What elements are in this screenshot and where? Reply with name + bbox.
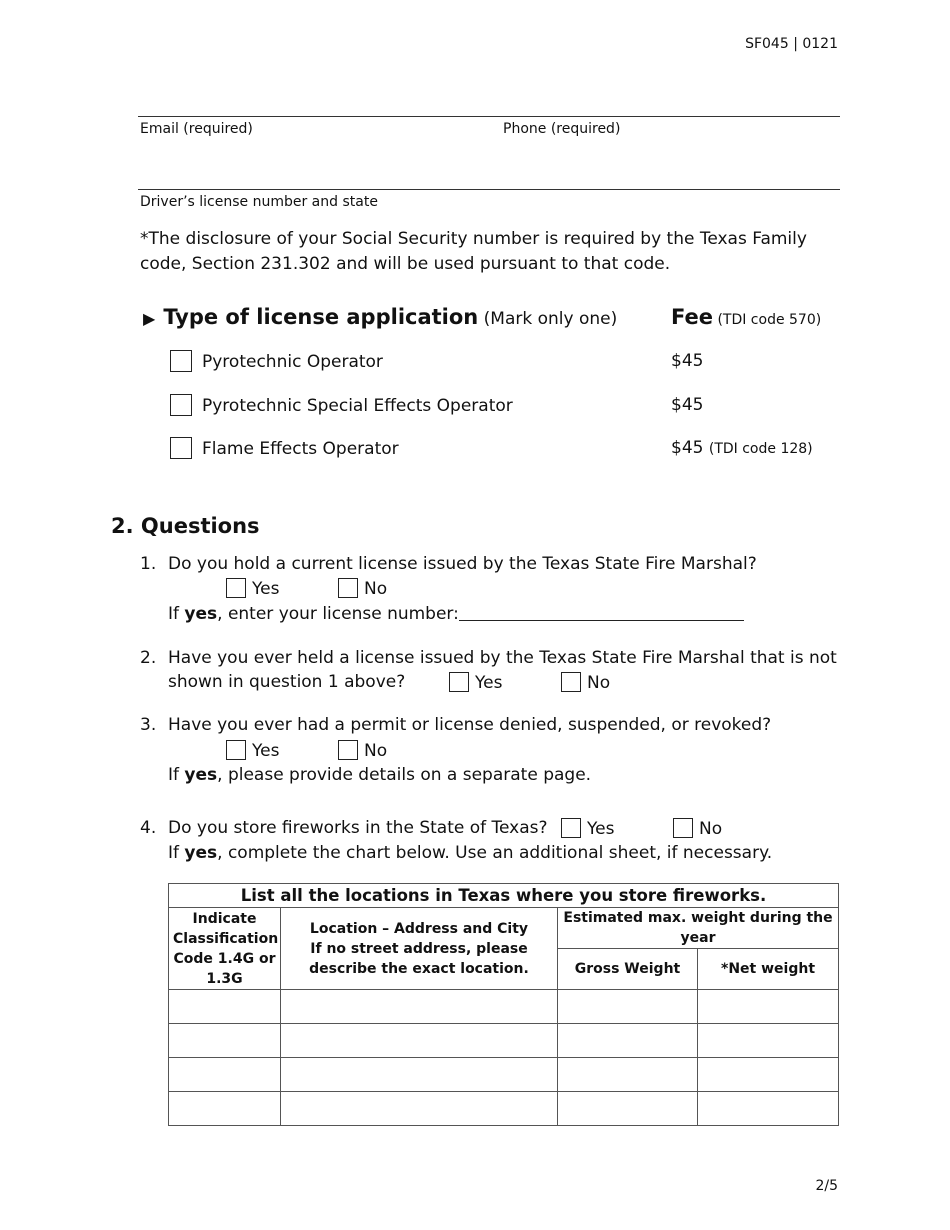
fee-heading [671, 305, 821, 329]
locations-table-title: List all the locations in Texas where you store fireworks. [169, 884, 839, 908]
checkbox[interactable] [170, 394, 192, 416]
option-fee-note: (TDI code 128) [708, 441, 813, 457]
option-label: Pyrotechnic Special Effects Operator [202, 396, 513, 416]
option-pyrotechnic-operator[interactable] [170, 350, 383, 372]
table-cell[interactable] [698, 1092, 839, 1126]
table-cell[interactable] [558, 1092, 698, 1126]
col-net-weight: *Net weight [698, 949, 839, 990]
option-fee: $45 [671, 395, 704, 415]
table-cell[interactable] [281, 990, 558, 1024]
locations-table [168, 883, 839, 1126]
question-number: 2. [140, 648, 157, 668]
ssn-notice: *The disclosure of your Social Security number is required by the Texas Family code, Section 231.302 and will be used pursuant to that code. [140, 229, 807, 274]
question-1-followup: If yes, enter your license number: [168, 604, 744, 624]
license-type-note: (Mark only one) [483, 309, 618, 329]
table-row [169, 1092, 839, 1126]
question-3-followup: If yes, please provide details on a separate page. [168, 765, 592, 785]
license-type-heading [143, 305, 617, 329]
drivers-license-label: Driver’s license number and state [140, 194, 378, 210]
checkbox[interactable] [673, 818, 693, 838]
question-2-no[interactable]: No [561, 672, 610, 693]
table-cell[interactable] [281, 1058, 558, 1092]
question-2-yes[interactable]: Yes [449, 672, 502, 693]
table-cell[interactable] [698, 1024, 839, 1058]
email-phone-rule [138, 116, 840, 117]
table-cell[interactable] [169, 1024, 281, 1058]
table-row [169, 990, 839, 1024]
phone-label: Phone (required) [503, 121, 621, 137]
col-gross-weight: Gross Weight [558, 949, 698, 990]
table-cell[interactable] [698, 1058, 839, 1092]
option-fee: $45 (TDI code 128) [671, 438, 813, 458]
question-4-yes[interactable]: Yes [561, 818, 614, 839]
checkbox[interactable] [561, 672, 581, 692]
question-4-followup: If yes, complete the chart below. Use an additional sheet, if necessary. [168, 843, 773, 863]
table-cell[interactable] [558, 1024, 698, 1058]
fee-title: Fee [671, 305, 713, 329]
fee-note: (TDI code 570) [717, 312, 822, 328]
checkbox[interactable] [170, 437, 192, 459]
drivers-license-rule [138, 189, 840, 190]
table-cell[interactable] [169, 1058, 281, 1092]
option-flame-effects-operator[interactable] [170, 437, 399, 459]
checkbox[interactable] [338, 740, 358, 760]
form-code: SF045 | 0121 [745, 36, 838, 52]
triangle-right-icon: ▶ [143, 309, 156, 328]
question-3-yes[interactable]: Yes [226, 740, 279, 761]
col-classification: Indicate Classification Code 1.4G or 1.3G [169, 908, 281, 990]
table-cell[interactable] [558, 990, 698, 1024]
option-label: Pyrotechnic Operator [202, 352, 383, 372]
checkbox[interactable] [338, 578, 358, 598]
option-pyrotechnic-special-effects[interactable] [170, 394, 513, 416]
table-cell[interactable] [281, 1092, 558, 1126]
question-1-text: Do you hold a current license issued by the Texas State Fire Marshal? [168, 554, 757, 574]
license-type-title: Type of license application [163, 305, 479, 329]
table-row [169, 1058, 839, 1092]
table-cell[interactable] [169, 990, 281, 1024]
checkbox[interactable] [226, 578, 246, 598]
table-row [169, 1024, 839, 1058]
option-fee: $45 [671, 351, 704, 371]
question-2-text-line1: Have you ever held a license issued by the Texas State Fire Marshal that is not [168, 648, 837, 668]
question-1-yes[interactable]: Yes [226, 578, 279, 599]
question-1-no[interactable]: No [338, 578, 387, 599]
option-label: Flame Effects Operator [202, 439, 399, 459]
col-location: Location – Address and City If no street address, please describe the exact location. [281, 908, 558, 990]
page-number: 2/5 [815, 1178, 838, 1194]
question-4-text: Do you store fireworks in the State of Texas? [168, 818, 548, 838]
checkbox[interactable] [561, 818, 581, 838]
question-number: 1. [140, 554, 157, 574]
table-cell[interactable] [558, 1058, 698, 1092]
checkbox[interactable] [226, 740, 246, 760]
question-4-no[interactable]: No [673, 818, 722, 839]
question-3-text: Have you ever had a permit or license denied, suspended, or revoked? [168, 715, 772, 735]
question-number: 4. [140, 818, 157, 838]
checkbox[interactable] [449, 672, 469, 692]
table-cell[interactable] [698, 990, 839, 1024]
table-cell[interactable] [169, 1092, 281, 1126]
question-2-text-line2: shown in question 1 above? [168, 672, 406, 692]
license-number-input[interactable] [459, 604, 744, 621]
question-number: 3. [140, 715, 157, 735]
question-3-no[interactable]: No [338, 740, 387, 761]
section-title: 2. Questions [111, 514, 260, 538]
col-weight-group: Estimated max. weight during the year [558, 908, 839, 949]
email-label: Email (required) [140, 121, 253, 137]
table-cell[interactable] [281, 1024, 558, 1058]
checkbox[interactable] [170, 350, 192, 372]
